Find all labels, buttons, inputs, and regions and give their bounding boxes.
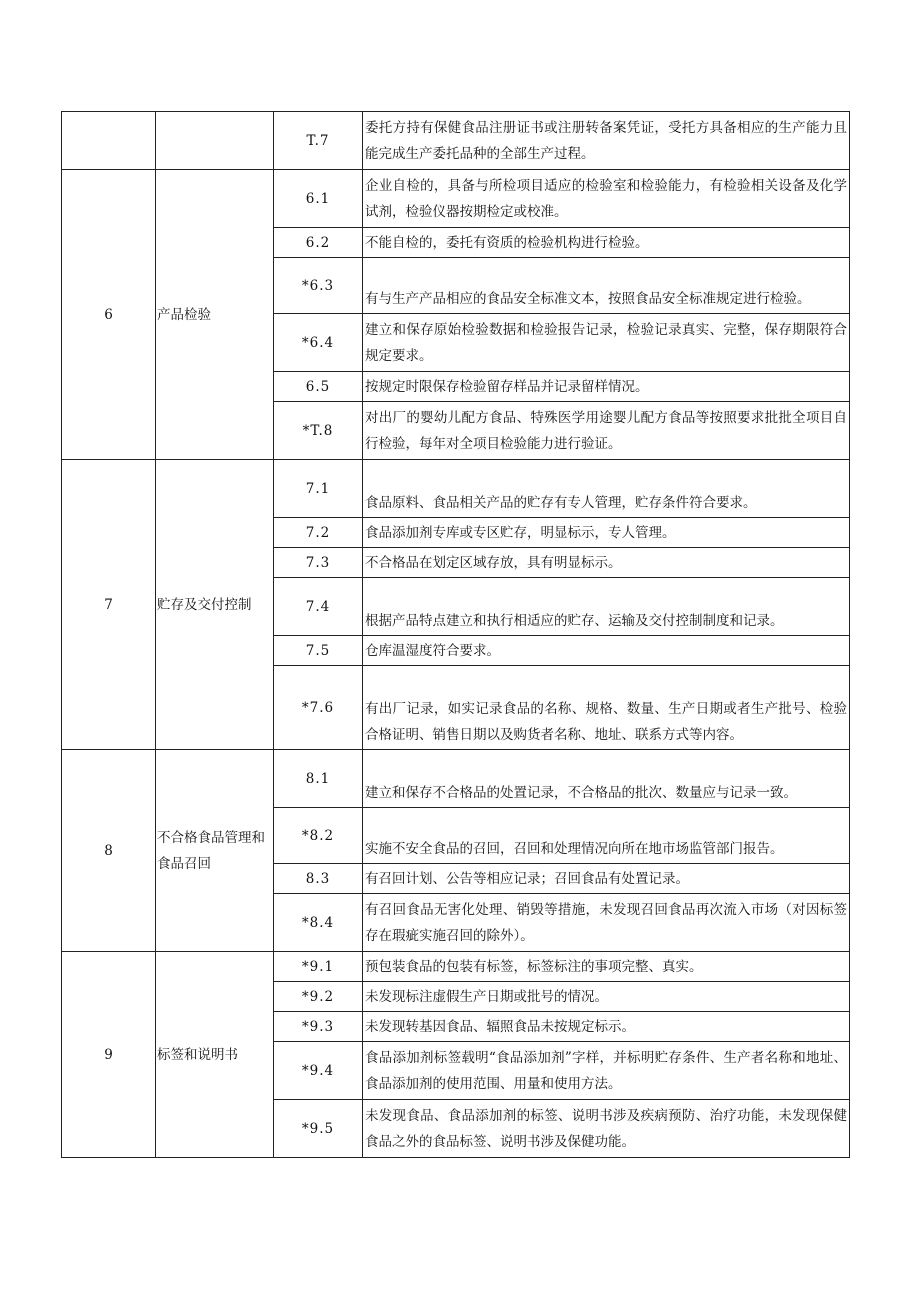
item-code: *8.4 xyxy=(274,894,363,952)
item-code: 7.2 xyxy=(274,518,363,548)
item-requirement: 有召回食品无害化处理、销毁等措施，未发现召回食品再次流入市场（对因标签存在瑕疵实施召回的除外）。 xyxy=(363,894,850,952)
section-number: 8 xyxy=(62,750,156,952)
item-requirement: 根据产品特点建立和执行相适应的贮存、运输及交付控制制度和记录。 xyxy=(363,578,850,636)
item-code: *8.2 xyxy=(274,808,363,864)
item-requirement: 实施不安全食品的召回，召回和处理情况向所在地市场监管部门报告。 xyxy=(363,808,850,864)
item-code: *7.6 xyxy=(274,666,363,750)
item-requirement: 食品原料、食品相关产品的贮存有专人管理，贮存条件符合要求。 xyxy=(363,460,850,518)
item-requirement: 有与生产产品相应的食品安全标准文本，按照食品安全标准规定进行检验。 xyxy=(363,258,850,314)
table-row xyxy=(62,952,850,982)
item-code: *9.1 xyxy=(274,952,363,982)
item-code: *T.8 xyxy=(274,402,363,460)
item-requirement: 按规定时限保存检验留存样品并记录留样情况。 xyxy=(363,372,850,402)
table-row xyxy=(62,460,850,518)
item-requirement: 未发现食品、食品添加剂的标签、说明书涉及疾病预防、治疗功能，未发现保健食品之外的食品标签、说明书涉及保健功能。 xyxy=(363,1100,850,1158)
table-row xyxy=(62,112,850,170)
item-requirement: 有召回计划、公告等相应记录；召回食品有处置记录。 xyxy=(363,864,850,894)
section-name: 标签和说明书 xyxy=(156,952,274,1158)
item-requirement: 委托方持有保健食品注册证书或注册转备案凭证，受托方具备相应的生产能力且能完成生产委托品种的全部生产过程。 xyxy=(363,112,850,170)
table-body xyxy=(62,112,850,1158)
item-requirement: 建立和保存原始检验数据和检验报告记录，检验记录真实、完整，保存期限符合规定要求。 xyxy=(363,314,850,372)
table-row xyxy=(62,750,850,808)
item-requirement: 有出厂记录，如实记录食品的名称、规格、数量、生产日期或者生产批号、检验合格证明、销售日期以及购货者名称、地址、联系方式等内容。 xyxy=(363,666,850,750)
item-code: 6.2 xyxy=(274,228,363,258)
item-code: 7.5 xyxy=(274,636,363,666)
item-requirement: 未发现标注虚假生产日期或批号的情况。 xyxy=(363,982,850,1012)
section-number: 9 xyxy=(62,952,156,1158)
item-code: 7.3 xyxy=(274,548,363,578)
item-code: 6.1 xyxy=(274,170,363,228)
item-code: 6.5 xyxy=(274,372,363,402)
item-requirement: 食品添加剂专库或专区贮存，明显标示，专人管理。 xyxy=(363,518,850,548)
item-requirement: 预包装食品的包装有标签，标签标注的事项完整、真实。 xyxy=(363,952,850,982)
item-requirement: 建立和保存不合格品的处置记录，不合格品的批次、数量应与记录一致。 xyxy=(363,750,850,808)
item-requirement: 企业自检的，具备与所检项目适应的检验室和检验能力，有检验相关设备及化学试剂，检验仪器按期检定或校准。 xyxy=(363,170,850,228)
inspection-table xyxy=(61,111,850,1158)
item-code: 8.1 xyxy=(274,750,363,808)
section-name: 产品检验 xyxy=(156,170,274,460)
item-code: *9.4 xyxy=(274,1042,363,1100)
item-code: *9.5 xyxy=(274,1100,363,1158)
item-requirement: 未发现转基因食品、辐照食品未按规定标示。 xyxy=(363,1012,850,1042)
section-number: 7 xyxy=(62,460,156,750)
section-number: 6 xyxy=(62,170,156,460)
item-code: 7.4 xyxy=(274,578,363,636)
item-code: *9.2 xyxy=(274,982,363,1012)
item-requirement: 对出厂的婴幼儿配方食品、特殊医学用途婴儿配方食品等按照要求批批全项目自行检验，每年对全项目检验能力进行验证。 xyxy=(363,402,850,460)
item-code: 7.1 xyxy=(274,460,363,518)
section-name xyxy=(156,112,274,170)
item-code: T.7 xyxy=(274,112,363,170)
section-number xyxy=(62,112,156,170)
item-requirement: 食品添加剂标签载明“食品添加剂”字样，并标明贮存条件、生产者名称和地址、食品添加剂的使用范围、用量和使用方法。 xyxy=(363,1042,850,1100)
item-requirement: 不合格品在划定区域存放，具有明显标示。 xyxy=(363,548,850,578)
item-requirement: 仓库温湿度符合要求。 xyxy=(363,636,850,666)
item-code: *6.4 xyxy=(274,314,363,372)
item-code: 8.3 xyxy=(274,864,363,894)
section-name: 不合格食品管理和食品召回 xyxy=(156,750,274,952)
item-code: *9.3 xyxy=(274,1012,363,1042)
item-code: *6.3 xyxy=(274,258,363,314)
item-requirement: 不能自检的，委托有资质的检验机构进行检验。 xyxy=(363,228,850,258)
section-name: 贮存及交付控制 xyxy=(156,460,274,750)
table-row xyxy=(62,170,850,228)
